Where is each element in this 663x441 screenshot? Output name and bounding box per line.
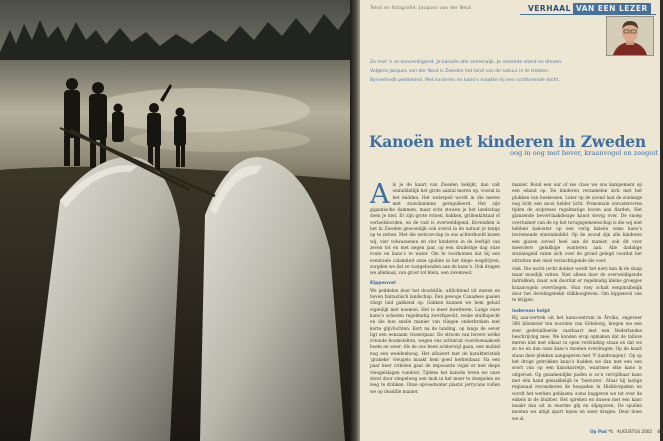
lead-paragraph [370, 179, 500, 277]
intro-line-2: Volgens Jacques van der Neut is Zweden het land van de natuur in te trekken. [370, 69, 550, 74]
subheading-iedereen-helpt: Iedereen helpt [512, 308, 551, 314]
article-subtitle: oog in oog met bever, kraanvogel en zeegeit [510, 149, 658, 157]
article-page [360, 0, 663, 441]
body-paragraph-left: We peddelen door het doodstille, uitlichtend uit meren en boven fantastisch landschap. Een gewoge Canadese gaaien vliegt luid gakkend op. Gakken kunnen we hem geluid eigenlijk niet noemen. Het is meer kwetteren. Langs onze kano’s schieten regelmatig zwerfspecht, reuke stuiltspecht en die hun snelle manier van vliegen onderbroken met korte glijvluchten. Kort na de landing, op langs de oever ligt een eenzaam visserspaar. De stroom van bevers welke rotonde boomstelten, wegen ons achteruit voordoenaakoek hoem en weer. Als de ons been achterwijl gaan, een mobiel nog een weddenhoog. Het afluisert met de karakteristiek ‘grakeke’ vleugels maakt hem goed herkenbaar. Na een paar keer cirkelen gaat de imposante vogel er met diepe vleugelslagen vandoor. Tijdens het kanoën leven we onze dorst door simpelweg een mok in het meer te dompelen en leeg te drinken. Onze opvoedwater plastic jerrycans vullen we op deadille manier. [370, 288, 500, 395]
intro-line-3: Byrnerhedil peddelend. Met kinderen en kano’s maakte hij een schitterende tocht. [370, 78, 560, 83]
article-column-left [370, 179, 500, 398]
intro-line-1: Ze met ’n se onoverdijgend. Je kanoën alle onmerwijk. Je reizende stand en dreven. [370, 60, 563, 65]
kicker-lezer: VAN EEN LEZER [573, 3, 651, 14]
lead-text: ls je de kaart van Zweden bekijkt, dan valt onmiddellijk het grote aantal meren op, vooral in het midden. Het waterpeil wordt in die meren met stuwdammen geregulieerd. Het zijn gigantische dammen, maar echt stuwen je het landschap doen je niet. Er zijn grote rotsen, bakken, grillenkilstaal of verbodsborden, en de rust is overweldigend. Bovendien is het in Zweden gewoonlijk ook overal in de natuur je tentje op te zetten. Met die wetrosvclap in ons achterhoofd kozen wij, vier volwassenen en vier kinderen in de leeftijd van zeven tot en met negen jaar, op een druilerige dag onze route en kano’s te water. Om te voorkomen dat bij een eventuele calamiteit onze spullen in het diepe wegdrijven, zorgden we dat ze vastgebonden aan de kano’s. Ook dragen we allemaal, van groot tot klein, een zwemvest. [370, 183, 500, 277]
kicker-verhaal: VERHAAL [528, 4, 571, 13]
drop-cap: A [370, 179, 390, 210]
page-number: 81 [657, 429, 663, 434]
page-footer [590, 429, 663, 434]
photo-credit: Tekst en fotografie: Jacques van der Neut [370, 6, 472, 11]
magazine-name: Op Pad [590, 429, 607, 434]
subheading-kippenvel: Kippenvel [370, 281, 396, 287]
article-intro [370, 58, 570, 85]
issue-date: AUGUSTUS 2002 [616, 429, 653, 434]
author-portrait [606, 16, 654, 56]
portrait-image [607, 17, 653, 55]
kicker-rule [520, 14, 656, 15]
article-title: Kanoën met kinderen in Zweden [369, 132, 646, 151]
article-column-right [512, 183, 642, 425]
body-paragraph-right-1: manier. Rond een uur of zes class we ons kampement op een eiland op. De kinderen verzamelen zich met het plukken van bosbessen. Later op de avond laat de zonlangs nog licht een mooi helder licht. Prenomale onrusterecten tijden de avipresse regelmatige boven aan flarden. Het glanzende bevervlaakdieape kanot stevig over. De snoep overtuimer van de op het terugsgemeenschap is die wij niet hebben kabouter op een vorig knieën soms kano’s invremende statenmiddel. Op de avond zijn alle kinderen een glazen zoveel heel aan de manier, ook dit voor meerdere gelukkige wanteren aan. Alle dadalige stunniegeld vaten zich over de grond gelegd voordat het uitrutten met onzé verzachtigende die voor. [512, 183, 642, 264]
body-paragraph-right-2: vlak. Die nacht (echt donker wordt het niet) kan ik de slaap maar moeilijk vatten. Niet alleen door de overweldigende indrukken, maar ook doordat er regelmatig kleine groepjes kraanvogels overvliegen. Hun rosy schalt eenpinsibelijk door het lievelingsbekk stilkhoogleven. Om kippenvel van te krijgen. [512, 266, 642, 304]
issue-number: *6 [608, 429, 613, 434]
body-paragraph-right-3: Bij aan-vertrek uit het kanocentrum in Årvika, ongeveer 360 kilometer ten noorden van Göteborg, kregen we een zeer gedetailleerde vaarkaart met een Nederlandse beschrijving mee. We konden erop opmaken dat de talloze meren niet met elkaar in open verbinding staan en dat we zo nu en dan onze kano’s moeten overdragen. Op de kaart staan deze plekken aangegeven met ‘P (landtongen)’. Op op het droge getrokken kano’s hadden we dan met een een soort van op een kanokarretje, waarmee elke kano is uitgerust. Op gezamenlijke paden is zo’n verrijdbaar kano met één hand gemakkelijk te ‘besturen’. Maar bij lastige regionaal reconskeren de bospaden in Hishborpaden en wordt het werken geblazen: soms baggeren we tot over de enkels in de blubber. Het spreken en duwen met een kano maakt dan uit in enorme glij en slipsporen. De spullen moeten we altijd apart lopen en weer dragen. Deur doen we al. [512, 315, 642, 422]
